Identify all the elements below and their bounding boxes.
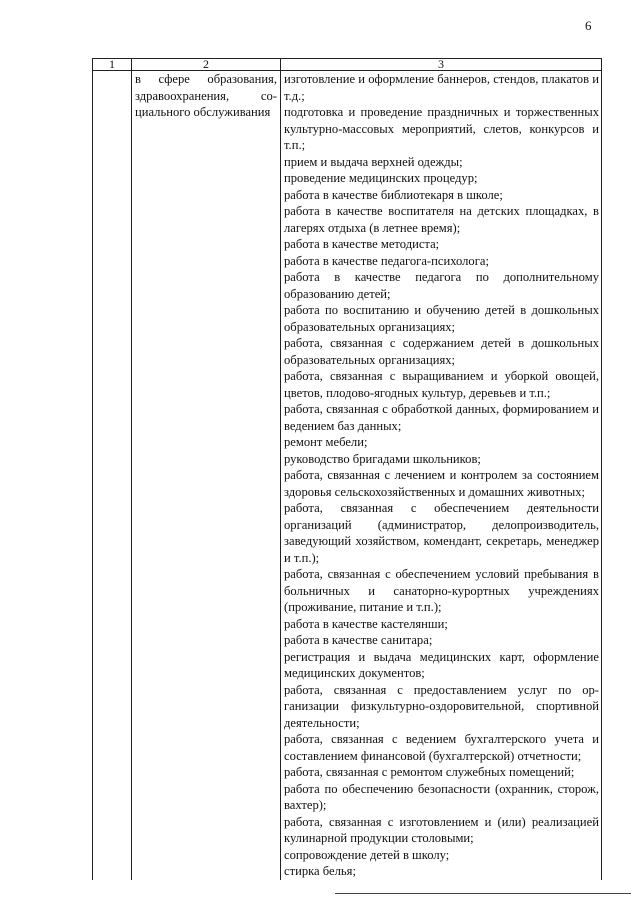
column-1-cell bbox=[93, 71, 132, 880]
list-item: стирка белья; bbox=[284, 864, 356, 878]
list-item: проведение медицинских процедур; bbox=[284, 171, 478, 185]
list-item: работа, связанная с обеспечением условий пребывания в больничных и санаторно-курортных учреждениях (проживание, питание и т.п.); bbox=[284, 567, 599, 614]
list-item: работа, связанная с лечением и контролем за состоянием здоровья сельскохозяйственных и домашних животных; bbox=[284, 468, 599, 499]
column-header-1: 1 bbox=[93, 59, 132, 71]
column-2-cell bbox=[132, 71, 281, 880]
list-item: работа, связанная с изготовлением и (или) реализацией кулинарной продукции столовыми; bbox=[284, 814, 599, 845]
list-item: работа в качестве воспитателя на детских площадках, в лагерях отдыха (в летнее время); bbox=[284, 204, 599, 235]
list-item: изготовление и оформление баннеров, стендов, плакатов и т.д.; bbox=[284, 72, 599, 103]
list-item: работа в качестве санитара; bbox=[284, 633, 433, 647]
bottom-rule bbox=[335, 893, 631, 894]
list-item: прием и выдача верхней одежды; bbox=[284, 154, 463, 169]
list-item: подготовка и проведение праздничных и торжественных культурно-массовых мероприятий, слетов, конкурсов и т.п.; bbox=[284, 105, 599, 152]
list-item: работа, связанная с обеспечением деятельности организаций (администратор, делопроизводитель, заведующий хозяйством, комендант, секретарь, менеджер и т.п.); bbox=[284, 501, 599, 565]
list-item: работа по воспитанию и обучению детей в дошкольных образовательных организациях; bbox=[284, 303, 599, 334]
work-types-list bbox=[281, 71, 601, 880]
column-3-cell bbox=[281, 71, 602, 880]
column-header-2: 2 bbox=[132, 59, 281, 71]
list-item: работа, связанная с ведением бухгалтерского учета и составлением финансовой (бухгалтерской) отчетности; bbox=[284, 732, 599, 763]
sector-label: в сфере образования, здравоохранения, социального обслуживания bbox=[135, 72, 277, 119]
document-table bbox=[92, 58, 602, 880]
list-item: работа, связанная с предоставлением услуг по организации физкультурно-оздоровительной, спортивной деятельности; bbox=[284, 682, 599, 730]
list-item: сопровождение детей в школу; bbox=[284, 847, 450, 862]
list-item: работа, связанная с выращиванием и уборкой овощей, цветов, плодово-ягодных культур, деревьев и т.п.; bbox=[284, 369, 599, 400]
list-item: работа в качестве педагога-психолога; bbox=[284, 253, 489, 268]
column-header-3: 3 bbox=[281, 59, 602, 71]
page-number: 6 bbox=[585, 18, 592, 33]
list-item: работа в качестве кастелянши; bbox=[284, 616, 448, 631]
list-item: ремонт мебели; bbox=[284, 435, 368, 449]
list-item: руководство бригадами школьников; bbox=[284, 451, 481, 466]
list-item: работа, связанная с ремонтом служебных помещений; bbox=[284, 765, 575, 779]
list-item: работа по обеспечению безопасности (охранник, сторож, вахтер); bbox=[284, 781, 599, 812]
list-item: работа в качестве библиотекаря в школе; bbox=[284, 187, 503, 202]
list-item: регистрация и выдача медицинских карт, оформление медицинских документов; bbox=[284, 649, 599, 680]
list-item: работа, связанная с содержанием детей в дошкольных образовательных организациях; bbox=[284, 336, 599, 367]
table-header-row bbox=[93, 59, 602, 71]
list-item: работа в качестве педагога по дополнительному образованию детей; bbox=[284, 270, 599, 301]
list-item: работа в качестве методиста; bbox=[284, 237, 440, 251]
list-item: работа, связанная с обработкой данных, формированием и ведением баз данных; bbox=[284, 402, 599, 433]
table-row bbox=[93, 71, 602, 880]
